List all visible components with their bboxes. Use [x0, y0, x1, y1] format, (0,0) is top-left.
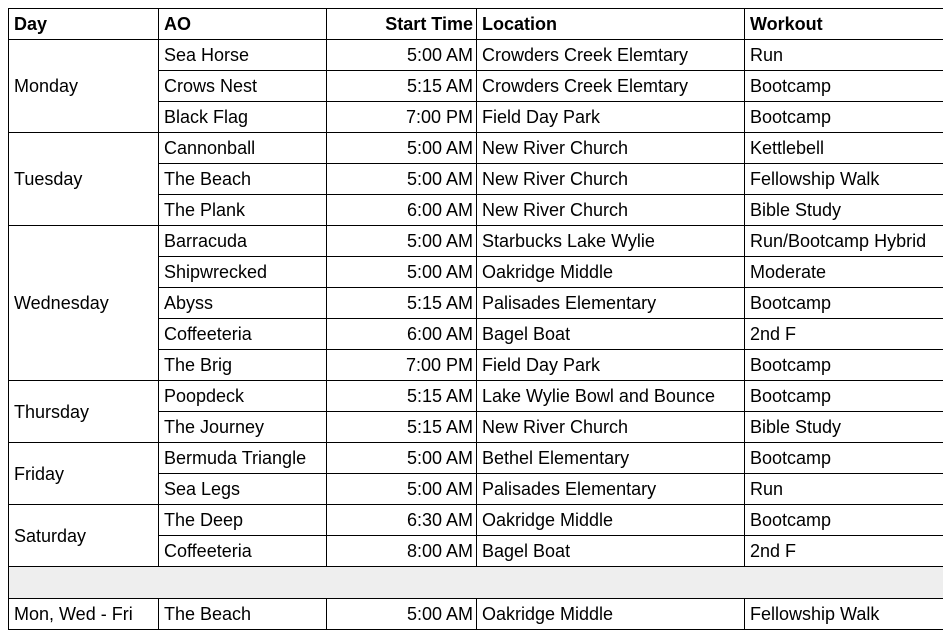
day-cell: Saturday [9, 505, 159, 567]
spacer-row [9, 567, 943, 599]
ao-cell: The Plank [159, 195, 327, 226]
ao-cell: The Brig [159, 350, 327, 381]
time-cell: 5:00 AM [327, 164, 477, 195]
ao-cell: Cannonball [159, 133, 327, 164]
ao-cell: Black Flag [159, 102, 327, 133]
header-day: Day [9, 9, 159, 40]
time-cell: 6:30 AM [327, 505, 477, 536]
location-cell: New River Church [477, 164, 745, 195]
time-cell: 5:15 AM [327, 381, 477, 412]
time-cell: 5:00 AM [327, 40, 477, 71]
workout-cell: Bootcamp [745, 350, 943, 381]
location-cell: Crowders Creek Elemtary [477, 71, 745, 102]
time-cell: 8:00 AM [327, 536, 477, 567]
workout-cell: Run/Bootcamp Hybrid [745, 226, 943, 257]
time-cell: 5:15 AM [327, 412, 477, 443]
location-cell: Palisades Elementary [477, 288, 745, 319]
location-cell: Crowders Creek Elemtary [477, 40, 745, 71]
location-cell: Bethel Elementary [477, 443, 745, 474]
ao-cell: Sea Horse [159, 40, 327, 71]
workout-cell: Fellowship Walk [745, 599, 943, 630]
ao-cell: Crows Nest [159, 71, 327, 102]
ao-cell: Sea Legs [159, 474, 327, 505]
ao-cell: The Beach [159, 164, 327, 195]
header-location: Location [477, 9, 745, 40]
header-ao: AO [159, 9, 327, 40]
ao-cell: Barracuda [159, 226, 327, 257]
table-row [9, 443, 943, 474]
day-cell: Tuesday [9, 133, 159, 226]
location-cell: New River Church [477, 133, 745, 164]
workout-cell: Bootcamp [745, 381, 943, 412]
ao-cell: Coffeeteria [159, 319, 327, 350]
location-cell: New River Church [477, 195, 745, 226]
workout-cell: Fellowship Walk [745, 164, 943, 195]
time-cell: 5:00 AM [327, 133, 477, 164]
time-cell: 5:00 AM [327, 257, 477, 288]
day-cell: Mon, Wed - Fri [9, 599, 159, 630]
workout-cell: Bootcamp [745, 288, 943, 319]
workout-cell: Run [745, 474, 943, 505]
location-cell: Starbucks Lake Wylie [477, 226, 745, 257]
time-cell: 5:00 AM [327, 443, 477, 474]
location-cell: Oakridge Middle [477, 257, 745, 288]
ao-cell: The Beach [159, 599, 327, 630]
time-cell: 7:00 PM [327, 102, 477, 133]
workout-cell: Bootcamp [745, 505, 943, 536]
location-cell: Lake Wylie Bowl and Bounce [477, 381, 745, 412]
ao-cell: Shipwrecked [159, 257, 327, 288]
table-row [9, 599, 943, 630]
day-cell: Monday [9, 40, 159, 133]
time-cell: 5:15 AM [327, 288, 477, 319]
workout-cell: 2nd F [745, 536, 943, 567]
ao-cell: Bermuda Triangle [159, 443, 327, 474]
location-cell: Palisades Elementary [477, 474, 745, 505]
spacer-cell [9, 567, 943, 599]
workout-cell: 2nd F [745, 319, 943, 350]
workout-cell: Bootcamp [745, 443, 943, 474]
ao-cell: Coffeeteria [159, 536, 327, 567]
schedule-table [8, 8, 943, 630]
time-cell: 5:00 AM [327, 226, 477, 257]
time-cell: 6:00 AM [327, 195, 477, 226]
day-cell: Friday [9, 443, 159, 505]
schedule-body [9, 40, 943, 630]
location-cell: Oakridge Middle [477, 599, 745, 630]
location-cell: Bagel Boat [477, 319, 745, 350]
time-cell: 5:00 AM [327, 474, 477, 505]
header-workout: Workout [745, 9, 943, 40]
day-cell: Wednesday [9, 226, 159, 381]
table-row [9, 133, 943, 164]
workout-cell: Kettlebell [745, 133, 943, 164]
workout-cell: Bible Study [745, 412, 943, 443]
time-cell: 7:00 PM [327, 350, 477, 381]
workout-cell: Run [745, 40, 943, 71]
day-cell: Thursday [9, 381, 159, 443]
ao-cell: Poopdeck [159, 381, 327, 412]
header-row [9, 9, 943, 40]
workout-cell: Bible Study [745, 195, 943, 226]
workout-cell: Bootcamp [745, 71, 943, 102]
table-row [9, 40, 943, 71]
workout-cell: Moderate [745, 257, 943, 288]
ao-cell: The Deep [159, 505, 327, 536]
ao-cell: The Journey [159, 412, 327, 443]
time-cell: 5:15 AM [327, 71, 477, 102]
location-cell: Bagel Boat [477, 536, 745, 567]
location-cell: Field Day Park [477, 102, 745, 133]
table-row [9, 381, 943, 412]
table-row [9, 226, 943, 257]
workout-cell: Bootcamp [745, 102, 943, 133]
table-row [9, 505, 943, 536]
location-cell: Field Day Park [477, 350, 745, 381]
time-cell: 5:00 AM [327, 599, 477, 630]
time-cell: 6:00 AM [327, 319, 477, 350]
ao-cell: Abyss [159, 288, 327, 319]
header-start-time: Start Time [327, 9, 477, 40]
location-cell: Oakridge Middle [477, 505, 745, 536]
location-cell: New River Church [477, 412, 745, 443]
